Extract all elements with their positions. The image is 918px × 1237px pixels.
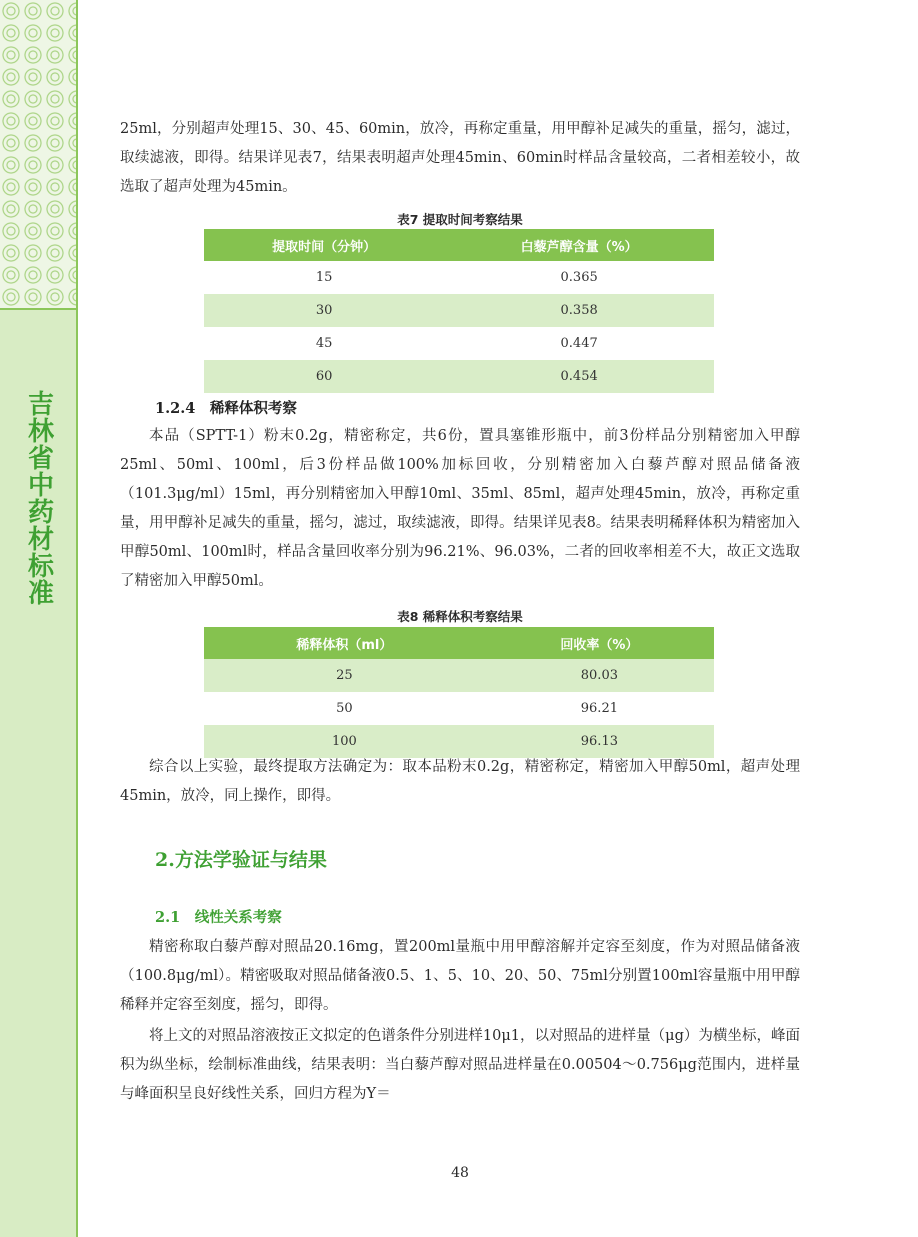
sidebar-title-text: 吉林省中药材标准 (23, 390, 54, 606)
page-number: 48 (451, 1165, 469, 1181)
table-header-cell: 稀释体积（ml） (204, 627, 485, 659)
table-cell: 50 (336, 701, 353, 716)
table7-caption: 表7 提取时间考察结果 (397, 212, 523, 227)
table-row (204, 327, 714, 360)
table-header-cell: 白藜芦醇含量（%） (444, 229, 714, 261)
table-cell: 100 (204, 725, 485, 758)
table8-caption: 表8 稀释体积考察结果 (397, 609, 523, 624)
table7 (204, 229, 714, 393)
table-row (204, 659, 714, 692)
decorative-pattern (0, 0, 76, 310)
paragraph-3: 综合以上实验，最终提取方法确定为：取本品粉末0.2g，精密称定，精密加入甲醇50ml，超声处理45min，放冷，同上操作，即得。 (120, 759, 800, 804)
table-header-cell: 提取时间（分钟） (204, 229, 444, 261)
table-row (204, 261, 714, 294)
table-row (204, 360, 714, 393)
table-cell: 60 (204, 360, 444, 393)
table-cell: 0.447 (560, 336, 598, 351)
table-cell: 15 (315, 270, 333, 285)
paragraph-1: 25ml，分别超声处理15、30、45、60min，放冷，再称定重量，用甲醇补足减失的重量，摇匀，滤过，取续滤液，即得。结果详见表7，结果表明超声处理45min、60min时样品含量较高，二者相差较小，故选取了超声处理为45min。 (120, 121, 800, 195)
sidebar-title (0, 390, 76, 606)
table-header-row (204, 229, 714, 261)
table8 (204, 627, 714, 758)
table-cell: 30 (204, 294, 444, 327)
table-cell: 80.03 (485, 659, 714, 692)
table-cell: 96.13 (485, 725, 714, 758)
table-cell: 25 (204, 659, 485, 692)
table-cell: 0.358 (444, 294, 714, 327)
table-header-row (204, 627, 714, 659)
table-cell: 45 (315, 336, 333, 351)
sidebar (0, 0, 78, 1237)
paragraph-2: 本品（SPTT-1）粉末0.2g，精密称定，共6份，置具塞锥形瓶中，前3份样品分别精密加入甲醇25ml、50ml、100ml，后3份样品做100%加标回收，分别精密加入白藜芦醇对照品储备液（101.3μg/ml）15ml，再分别精密加入甲醇10ml、35ml、85ml，超声处理45min，放冷，再称定重量，用甲醇补足减失的重量，摇匀，滤过，取续滤液，即得。结果详见表8。结果表明稀释体积为精密加入甲醇50ml、100ml时，样品含量回收率分别为96.21%、96.03%，二者的回收率相差不大，故正文选取了精密加入甲醇50ml。 (120, 428, 800, 589)
table-row (204, 294, 714, 327)
table-row (204, 692, 714, 725)
section-heading-1-2-4: 1.2.4 稀释体积考察 (155, 400, 297, 417)
paragraph-5: 将上文的对照品溶液按正文拟定的色谱条件分别进样10μ1，以对照品的进样量（μg）为横坐标，峰面积为纵坐标，绘制标准曲线，结果表明：当白藜芦醇对照品进样量在0.00504～0.756μg范围内，进样量与峰面积呈良好线性关系，回归方程为Y＝ (120, 1028, 800, 1102)
table-cell: 96.21 (580, 701, 618, 716)
section-heading-2-1: 2.1 线性关系考察 (155, 909, 282, 926)
table-cell: 0.365 (560, 270, 598, 285)
section-heading-2: 2.方法学验证与结果 (155, 849, 327, 871)
paragraph-4: 精密称取白藜芦醇对照品20.16mg，置200ml量瓶中用甲醇溶解并定容至刻度，作为对照品储备液（100.8μg/ml）。精密吸取对照品储备液0.5、1、5、10、20、50、75ml分别置100ml容量瓶中用甲醇稀释并定容至刻度，摇匀，即得。 (120, 939, 800, 1013)
table-header-cell: 回收率（%） (485, 627, 714, 659)
table-cell: 0.454 (444, 360, 714, 393)
